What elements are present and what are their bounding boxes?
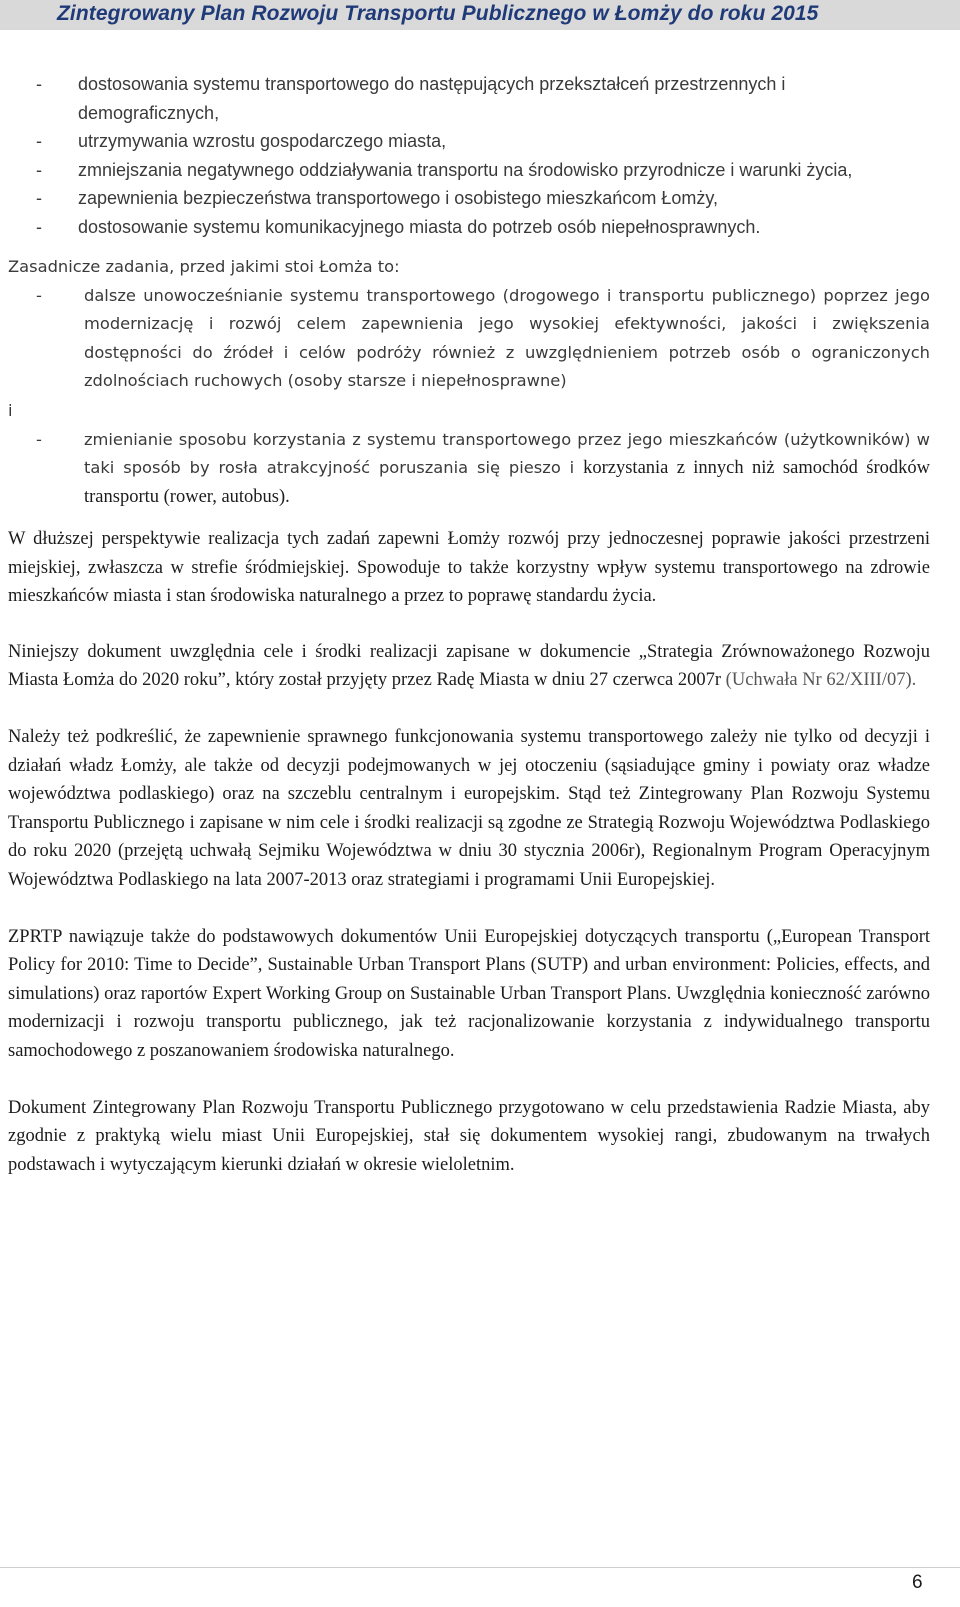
task-item-usage-change: - zmienianie sposobu korzystania z systemu transportowego przez jego mieszkańców (użytkowników) w taki sposób by rosła atrakcyjność poruszania się pieszo i korzystania z innych niż samochód środków transportu (rower, autobus). (8, 426, 930, 512)
list-item: - utrzymywania wzrostu gospodarczego miasta, (8, 127, 930, 156)
list-marker: - (36, 159, 42, 180)
footer-divider (0, 1567, 960, 1568)
paragraph-perspective: W dłuższej perspektywie realizacja tych zadań zapewni Łomży rozwój przy jednoczesnej poprawie jakości przestrzeni miejskiej, zwłaszcza w strefie śródmiejskiej. Spowoduje to także korzystny wpływ systemu transportowego na zdrowie mieszkańców miasta i stan środowiska naturalnego a przez to poprawę standardu życia. (8, 529, 930, 607)
list-marker: - (36, 131, 42, 151)
list-marker: - (36, 188, 42, 208)
list-item: - zmniejszania negatywnego oddziaływania transportu na środowisko przyrodnicze i warunki życia, (8, 156, 930, 185)
goals-list (8, 70, 930, 241)
task-conjunction: i (8, 400, 13, 420)
list-marker: - (36, 74, 42, 94)
list-item: - dostosowania systemu transportowego do następujących przekształceń przestrzennych i demograficznych, (8, 70, 930, 127)
tasks-section (8, 253, 930, 511)
page-header (0, 0, 960, 30)
list-item: - zapewnienia bezpieczeństwa transportowego i osobistego mieszkańcom Łomży, (8, 184, 930, 213)
paragraph-strategy-reference: Niniejszy dokument uwzględnia cele i środki realizacji zapisane w dokumencie „Strategia Zrównoważonego Rozwoju Miasta Łomża do 2020 roku”, który został przyjęty przez Radę Miasta w dniu 27 czerwca 2007r (Uchwała Nr 62/XIII/07). (8, 641, 930, 691)
paragraph-regional-context: Należy też podkreślić, że zapewnienie sprawnego funkcjonowania systemu transportowego zależy nie tylko od decyzji i działań władz Łomży, ale także od decyzji podejmowanych w jej otoczeniu (sąsiadujące gminy i powiaty oraz władze województwa podlaskiego) oraz na szczeblu centralnym i europejskim. Stąd też Zintegrowany Plan Rozwoju Systemu Transportu Publicznego i zapisane w nim cele i środki realizacji są zgodne ze Strategią Rozwoju Województwa Podlaskiego do roku 2020 (przejętą uchwałą Sejmiku Województwa w dniu 30 stycznia 2006r), Regionalnym Program Operacyjnym Województwa Podlaskiego na lata 2007-2013 oraz strategiami i programami Unii Europejskiej. (8, 726, 930, 890)
list-marker: - (36, 285, 42, 305)
paragraph-eu-documents: ZPRTP nawiązuje także do podstawowych dokumentów Unii Europejskiej dotyczących transportu („European Transport Policy for 2010: Time to Decide”, Sustainable Urban Transport Plans (SUTP) and urban environment: Policies, effects, and simulations) oraz raportów Expert Working Group on Sustainable Urban Transport Plans. Uwzględnia konieczność zarówno modernizacji i rozwoju transportu publicznego, jak też racjonalizowanie korzystania z indywidualnego transportu samochodowego z poszanowaniem środowiska naturalnego. (8, 926, 930, 1061)
resolution-reference: (Uchwała Nr 62/XIII/07). (725, 670, 917, 691)
page-number: 6 (912, 1572, 923, 1593)
task-item-modernization: - dalsze unowocześnianie systemu transportowego (drogowego i transportu publicznego) poprzez jego modernizację i rozwój celem zapewnienia jego wysokiej efektywności, jakości i zwiększenia dostępności do źródeł i celów podróży również z uwzględnieniem potrzeb osób o ograniczonych zdolnościach ruchowych (osoby starsze i niepełnosprawne) (8, 282, 930, 396)
document-title: Zintegrowany Plan Rozwoju Transportu Publicznego w Łomży do roku 2015 (57, 2, 819, 25)
paragraph-document-purpose: Dokument Zintegrowany Plan Rozwoju Transportu Publicznego przygotowano w celu przedstawienia Radzie Miasta, aby zgodnie z praktyką wielu miast Unii Europejskiej, stał się dokumentem wysokiej rangi, zbudowanym na trwałych podstawach i wytyczającym kierunki działań w okresie wieloletnim. (8, 1097, 930, 1175)
list-marker: - (36, 216, 42, 237)
list-item: - dostosowanie systemu komunikacyjnego miasta do potrzeb osób niepełnosprawnych. (8, 213, 930, 242)
document-body (8, 70, 930, 1179)
tasks-intro: Zasadnicze zadania, przed jakimi stoi Łomża to: (8, 257, 400, 276)
list-marker: - (36, 429, 42, 449)
